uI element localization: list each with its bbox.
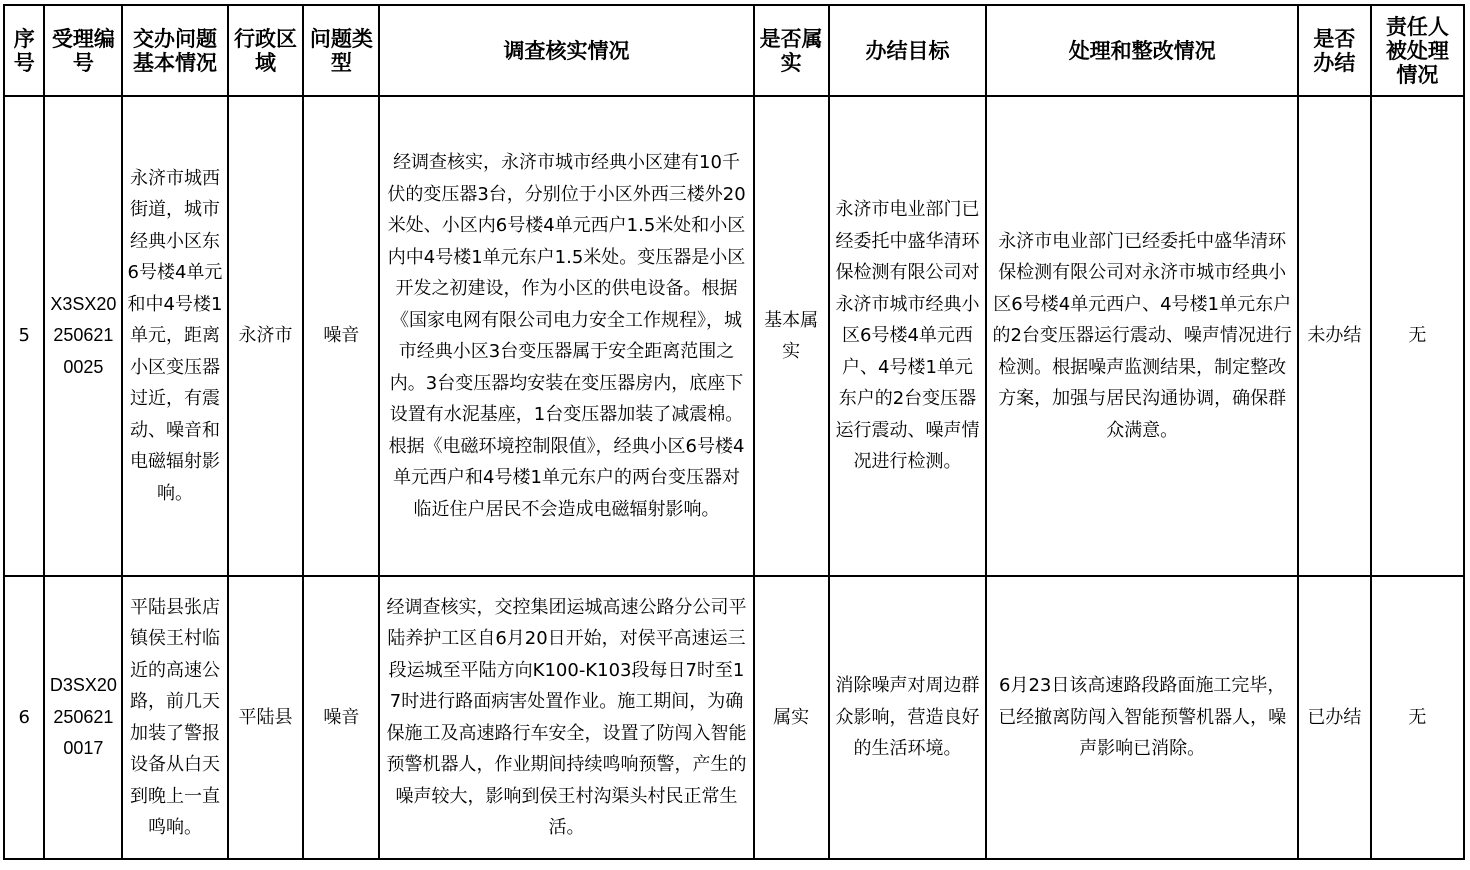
complaint-table: [3, 4, 1465, 860]
header-seq: 序号: [4, 5, 44, 96]
header-row: [4, 5, 1464, 96]
header-issue: 交办问题基本情况: [122, 5, 227, 96]
header-type: 问题类型: [303, 5, 379, 96]
cell-accountability: 无: [1371, 96, 1464, 576]
header-verified: 是否属实: [754, 5, 829, 96]
cell-verified: 属实: [754, 576, 829, 859]
table-row: [4, 96, 1464, 576]
header-district: 行政区域: [228, 5, 304, 96]
header-acceptance-no: 受理编号: [44, 5, 122, 96]
table-row: [4, 576, 1464, 859]
cell-verified: 基本属实: [754, 96, 829, 576]
cell-district: 永济市: [228, 96, 304, 576]
header-accountability: 责任人被处理情况: [1371, 5, 1464, 96]
cell-investigation: 经调查核实，交控集团运城高速公路分公司平陆养护工区自6月20日开始，对侯平高速运三段运城至平陆方向K100-K103段每日7时至17时进行路面病害处置作业。施工期间，为确保施工及高速路行车安全，设置了防闯入智能预警机器人，作业期间持续鸣响预警，产生的噪声较大，影响到侯王村沟渠头村民正常生活。: [379, 576, 753, 859]
cell-accountability: 无: [1371, 576, 1464, 859]
cell-goal: 永济市电业部门已经委托中盛华清环保检测有限公司对永济市城市经典小区6号楼4单元西户、4号楼1单元东户的2台变压器运行震动、噪声情况进行检测。: [829, 96, 987, 576]
header-investigation: 调查核实情况: [379, 5, 753, 96]
cell-seq: 6: [4, 576, 44, 859]
cell-type: 噪音: [303, 96, 379, 576]
cell-district: 平陆县: [228, 576, 304, 859]
cell-rectification: 永济市电业部门已经委托中盛华清环保检测有限公司对永济市城市经典小区6号楼4单元西户、4号楼1单元东户的2台变压器运行震动、噪声情况进行检测。根据噪声监测结果，制定整改方案，加强与居民沟通协调，确保群众满意。: [986, 96, 1298, 576]
header-closed: 是否办结: [1298, 5, 1371, 96]
cell-closed: 未办结: [1298, 96, 1371, 576]
header-goal: 办结目标: [829, 5, 987, 96]
cell-acceptance-no: D3SX202506210017: [44, 576, 122, 859]
cell-closed: 已办结: [1298, 576, 1371, 859]
cell-acceptance-no: X3SX202506210025: [44, 96, 122, 576]
cell-rectification: 6月23日该高速路段路面施工完毕，已经撤离防闯入智能预警机器人，噪声影响已消除。: [986, 576, 1298, 859]
cell-issue: 平陆县张店镇侯王村临近的高速公路，前几天加装了警报设备从白天到晚上一直鸣响。: [122, 576, 227, 859]
cell-seq: 5: [4, 96, 44, 576]
cell-investigation: 经调查核实，永济市城市经典小区建有10千伏的变压器3台，分别位于小区外西三楼外20米处、小区内6号楼4单元西户1.5米处和小区内中4号楼1单元东户1.5米处。变压器是小区开发之初建设，作为小区的供电设备。根据《国家电网有限公司电力安全工作规程》，城市经典小区3台变压器属于安全距离范围之内。3台变压器均安装在变压器房内，底座下设置有水泥基座，1台变压器加装了减震棉。根据《电磁环境控制限值》，经典小区6号楼4单元西户和4号楼1单元东户的两台变压器对临近住户居民不会造成电磁辐射影响。: [379, 96, 753, 576]
cell-goal: 消除噪声对周边群众影响，营造良好的生活环境。: [829, 576, 987, 859]
cell-type: 噪音: [303, 576, 379, 859]
header-rectification: 处理和整改情况: [986, 5, 1298, 96]
cell-issue: 永济市城西街道，城市经典小区东6号楼4单元和中4号楼1单元，距离小区变压器过近，有震动、噪音和电磁辐射影响。: [122, 96, 227, 576]
